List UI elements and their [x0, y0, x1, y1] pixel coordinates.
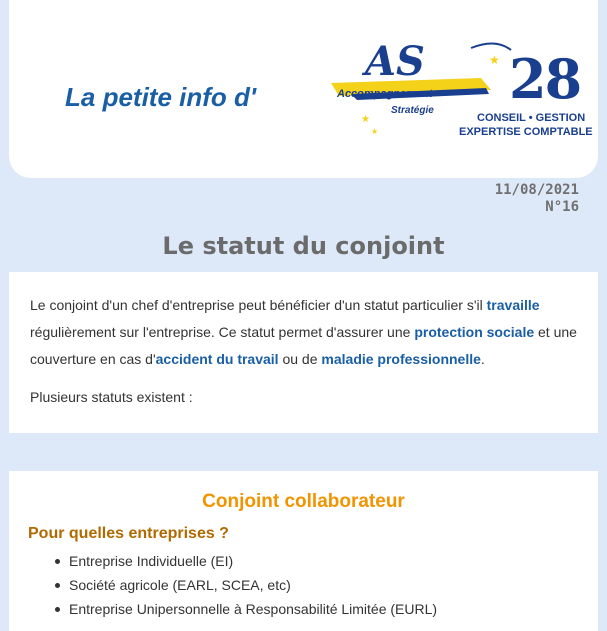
intro-text-c: et une couverture en cas d'	[30, 324, 577, 367]
highlight-travaille: travaille	[486, 297, 540, 313]
logo-arc	[471, 43, 511, 50]
logo-line2: Stratégie	[391, 105, 434, 116]
logo-star-3: ★	[371, 127, 379, 136]
list-item	[53, 549, 437, 573]
intro-paragraph	[30, 292, 580, 373]
list-item-text: Entreprise Unipersonnelle à Responsabilité Limitée (EURL)	[69, 601, 438, 617]
issue-date: 11/08/2021	[494, 182, 579, 198]
eligible-entities-list	[53, 549, 437, 621]
section-title: Conjoint collaborateur	[202, 491, 405, 512]
newsletter-tagline: La petite info d'	[65, 82, 257, 112]
logo-sub1: CONSEIL • GESTION	[477, 112, 586, 124]
list-item	[53, 573, 437, 597]
logo-sub2: EXPERTISE COMPTABLE	[459, 126, 593, 138]
intro-text-b: régulièrement sur l'entreprise. Ce statut permet d'assurer une	[30, 324, 415, 340]
company-logo	[321, 38, 591, 148]
logo-number: 28	[509, 47, 581, 111]
intro-text-a: Le conjoint d'un chef d'entreprise peut bénéficier d'un statut particulier s'il	[30, 297, 487, 313]
intro-text-d: ou de	[278, 351, 322, 367]
logo-star-2: ★	[361, 114, 370, 125]
intro-card	[9, 272, 598, 433]
list-item	[53, 597, 437, 621]
logo-line1: Accompagnement	[337, 88, 433, 100]
bullet-icon	[55, 559, 60, 564]
newsletter-header	[9, 0, 598, 178]
issue-number: N°16	[545, 199, 579, 215]
list-item-text: Société agricole (EARL, SCEA, etc)	[69, 577, 291, 593]
intro-statuts-line: Plusieurs statuts existent :	[30, 389, 193, 405]
section-conjoint-collaborateur	[9, 471, 598, 631]
logo-star-1: ★	[489, 53, 500, 67]
highlight-protection-sociale: protection sociale	[414, 324, 535, 340]
logo-mark: AS	[365, 38, 425, 85]
list-item-text: Entreprise Individuelle (EI)	[69, 553, 234, 569]
article-title: Le statut du conjoint	[162, 232, 445, 260]
bullet-icon	[55, 607, 60, 612]
section-subtitle: Pour quelles entreprises ?	[28, 525, 229, 542]
intro-text-e: .	[480, 351, 485, 367]
highlight-accident-travail: accident du travail	[155, 351, 279, 367]
issue-meta	[495, 182, 579, 216]
highlight-maladie-professionnelle: maladie professionnelle	[321, 351, 481, 367]
bullet-icon	[55, 583, 60, 588]
